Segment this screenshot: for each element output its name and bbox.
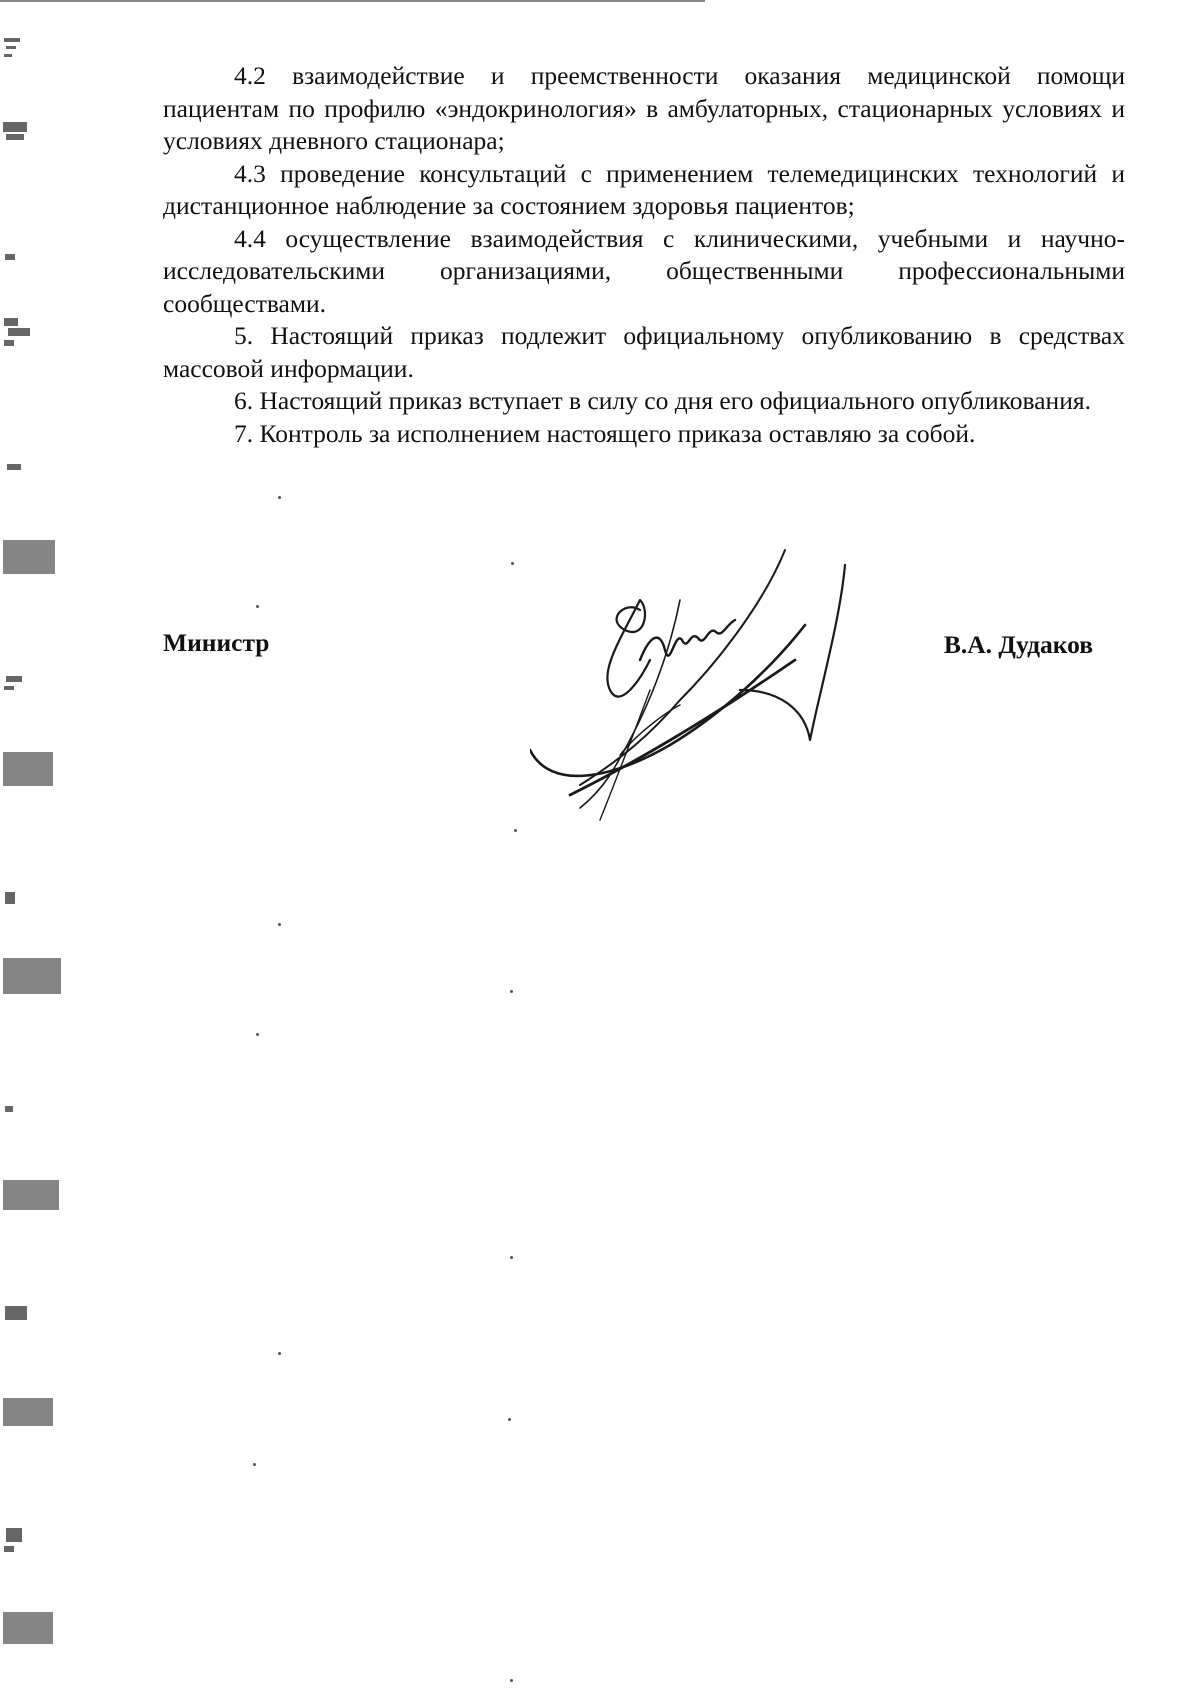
scan-speck [278,923,281,926]
scan-speck [510,1679,513,1682]
scan-speck [514,829,517,832]
scan-binding-marks [0,0,80,1695]
scan-speck [511,562,514,565]
paragraph-6: 6. Настоящий приказ вступает в силу со дня его официального опубликования. [234,386,1091,415]
signatory-role: Министр [163,628,270,657]
paragraph-4-2: 4.2 взаимодействие и преемственности оказания медицинской помощи пациентам по профилю «эндокринология» в амбулаторных, стационарных условиях и условиях дневного стационара; [163,61,1125,155]
handwritten-signature [530,540,860,850]
binding-hole-artifacts [0,0,80,1695]
scan-speck [510,1256,513,1259]
scan-speck [253,1463,256,1466]
scan-speck [510,990,513,993]
signatory-name: В.А. Дудаков [943,630,1093,659]
document-body [163,60,1125,450]
scan-top-edge-line [0,0,705,2]
scan-speck [278,496,281,499]
paragraph-5: 5. Настоящий приказ подлежит официальному опубликованию в средствах массовой информации. [163,321,1125,383]
paragraph-4-4: 4.4 осуществление взаимодействия с клиническими, учебными и научно-исследовательскими организациями, общественными профессиональными сообществами. [163,223,1125,318]
scan-speck [256,605,259,608]
paragraph-4-3: 4.3 проведение консультаций с применением телемедицинских технологий и дистанционное наблюдение за состоянием здоровья пациентов; [163,158,1125,220]
scan-speck [508,1418,511,1421]
scan-speck [256,1033,259,1036]
paragraph-7: 7. Контроль за исполнением настоящего приказа оставляю за собой. [234,418,976,448]
scan-speck [278,1352,281,1355]
